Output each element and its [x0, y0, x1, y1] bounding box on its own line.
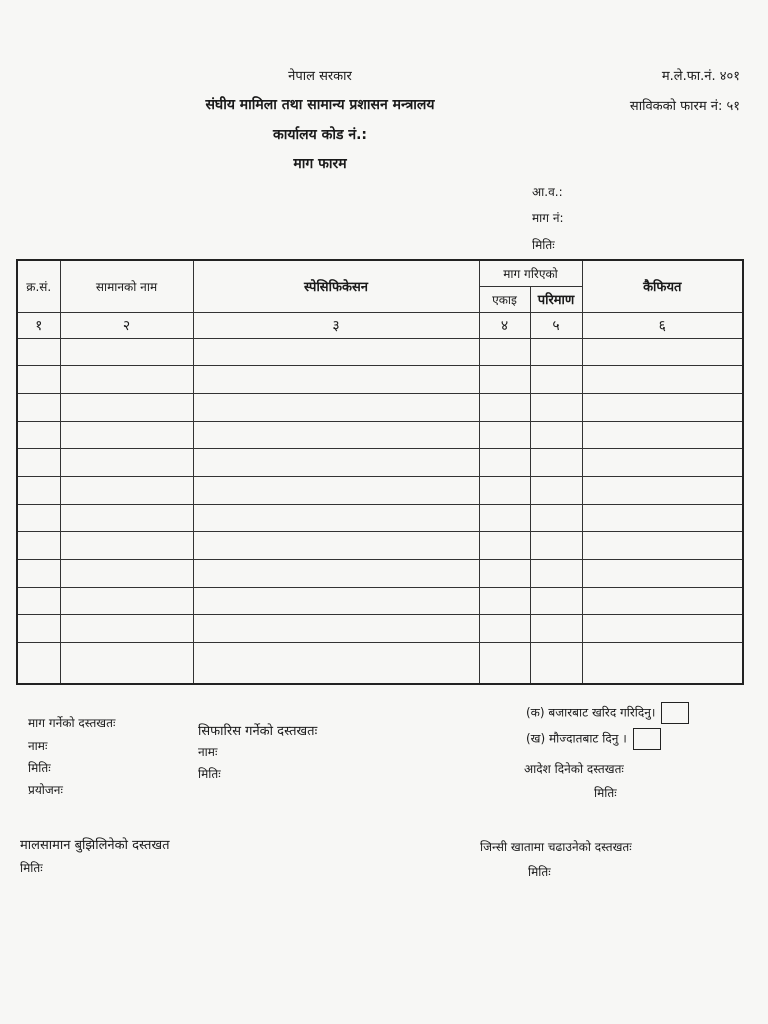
table-cell[interactable] [60, 421, 193, 449]
table-cell[interactable] [530, 338, 582, 366]
recommender-date-label: मितिः [198, 767, 221, 781]
table-cell[interactable] [530, 642, 582, 684]
table-cell[interactable] [479, 559, 530, 587]
table-cell[interactable] [479, 449, 530, 477]
table-cell[interactable] [479, 421, 530, 449]
table-cell[interactable] [193, 338, 479, 366]
header-quantity: परिमाण [530, 286, 582, 312]
order-signature-label: आदेश दिनेको दस्तखतः [524, 762, 624, 776]
column-number: ४ [479, 312, 530, 338]
table-cell[interactable] [193, 476, 479, 504]
table-cell[interactable] [582, 559, 743, 587]
table-cell[interactable] [530, 504, 582, 532]
table-cell[interactable] [60, 532, 193, 560]
header-unit: एकाइ [479, 286, 530, 312]
table-cell[interactable] [530, 587, 582, 615]
option-market-checkbox[interactable] [661, 702, 689, 724]
table-cell[interactable] [17, 532, 60, 560]
column-number: ५ [530, 312, 582, 338]
table-cell[interactable] [193, 421, 479, 449]
demand-number-label: माग नं: [532, 211, 564, 225]
table-cell[interactable] [17, 476, 60, 504]
table-cell[interactable] [60, 587, 193, 615]
option-market-row [526, 702, 689, 724]
table-cell[interactable] [479, 532, 530, 560]
table-cell[interactable] [17, 393, 60, 421]
table-cell[interactable] [193, 393, 479, 421]
table-cell[interactable] [479, 587, 530, 615]
form-title: माग फारम [293, 156, 347, 172]
demand-table [16, 259, 744, 685]
purpose-label: प्रयोजनः [28, 783, 63, 797]
column-number: ३ [193, 312, 479, 338]
option-stock-row [526, 728, 661, 750]
table-row [17, 476, 743, 504]
header-item-name: सामानको नाम [60, 260, 193, 312]
table-cell[interactable] [193, 615, 479, 643]
fiscal-year-label: आ.व.: [532, 185, 563, 199]
table-cell[interactable] [60, 393, 193, 421]
table-cell[interactable] [582, 587, 743, 615]
table-row [17, 504, 743, 532]
government-name: नेपाल सरकार [288, 69, 352, 84]
old-form-number: साविकको फारम नं: ५१ [629, 99, 740, 114]
table-cell[interactable] [530, 532, 582, 560]
ministry-name: संघीय मामिला तथा सामान्य प्रशासन मन्त्रालय [205, 97, 435, 113]
table-cell[interactable] [479, 393, 530, 421]
table-cell[interactable] [17, 642, 60, 684]
table-cell[interactable] [530, 449, 582, 477]
table-cell[interactable] [17, 504, 60, 532]
table-row [17, 366, 743, 394]
table-cell[interactable] [60, 615, 193, 643]
table-cell[interactable] [582, 532, 743, 560]
option-stock-label: (ख) मौज्दातबाट दिनु । [526, 731, 627, 746]
table-cell[interactable] [582, 449, 743, 477]
table-cell[interactable] [60, 338, 193, 366]
table-cell[interactable] [60, 559, 193, 587]
table-cell[interactable] [530, 476, 582, 504]
table-row [17, 587, 743, 615]
order-date-label: मितिः [594, 786, 617, 800]
table-row [17, 421, 743, 449]
table-cell[interactable] [479, 338, 530, 366]
table-row [17, 338, 743, 366]
table-cell[interactable] [17, 366, 60, 394]
column-number: २ [60, 312, 193, 338]
header-sn: क्र.सं. [17, 260, 60, 312]
table-cell[interactable] [17, 587, 60, 615]
table-cell[interactable] [479, 615, 530, 643]
table-row [17, 615, 743, 643]
table-cell[interactable] [479, 504, 530, 532]
table-row [17, 532, 743, 560]
table-cell[interactable] [17, 421, 60, 449]
header-specification: स्पेसिफिकेसन [193, 260, 479, 312]
table-row [17, 559, 743, 587]
form-number: म.ले.फा.नं. ४०१ [661, 69, 740, 84]
table-row [17, 449, 743, 477]
table-cell[interactable] [582, 504, 743, 532]
receiver-signature-label: मालसामान बुझिलिनेको दस्तखत [20, 838, 170, 853]
receiver-date-label: मितिः [20, 861, 43, 875]
table-cell[interactable] [193, 449, 479, 477]
option-stock-checkbox[interactable] [633, 728, 661, 750]
column-number: १ [17, 312, 60, 338]
option-market-label: (क) बजारबाट खरिद गरिदिनु। [526, 705, 656, 720]
table-cell[interactable] [60, 476, 193, 504]
table-cell[interactable] [582, 421, 743, 449]
table-cell[interactable] [17, 559, 60, 587]
table-cell[interactable] [193, 504, 479, 532]
table-cell[interactable] [479, 366, 530, 394]
ledger-signature-label: जिन्सी खातामा चढाउनेको दस्तखतः [480, 840, 632, 854]
table-cell[interactable] [582, 338, 743, 366]
requester-name-label: नामः [28, 739, 48, 753]
recommender-signature-label: सिफारिस गर्नेको दस्तखतः [198, 724, 318, 739]
table-cell[interactable] [582, 366, 743, 394]
table-cell[interactable] [479, 476, 530, 504]
table-cell[interactable] [530, 421, 582, 449]
table-cell[interactable] [479, 642, 530, 684]
requester-date-label: मितिः [28, 761, 51, 775]
table-cell[interactable] [530, 366, 582, 394]
table-row [17, 642, 743, 684]
table-cell[interactable] [17, 338, 60, 366]
table-cell[interactable] [60, 366, 193, 394]
table-cell[interactable] [193, 366, 479, 394]
table-cell[interactable] [60, 449, 193, 477]
column-number: ६ [582, 312, 743, 338]
header-demanded: माग गरिएको [479, 260, 582, 286]
table-cell[interactable] [193, 559, 479, 587]
table-cell[interactable] [582, 476, 743, 504]
table-cell[interactable] [582, 642, 743, 684]
table-cell[interactable] [60, 642, 193, 684]
date-label: मितिः [532, 238, 555, 252]
table-cell[interactable] [193, 587, 479, 615]
table-cell[interactable] [530, 393, 582, 421]
table-cell[interactable] [17, 615, 60, 643]
table-cell[interactable] [193, 642, 479, 684]
office-code-label: कार्यालय कोड नं.: [272, 127, 368, 143]
table-cell[interactable] [530, 559, 582, 587]
recommender-name-label: नामः [198, 745, 218, 759]
header-remarks: कैफियत [582, 260, 743, 312]
table-cell[interactable] [60, 504, 193, 532]
requester-signature-label: माग गर्नेको दस्तखतः [28, 716, 116, 730]
table-row [17, 393, 743, 421]
table-cell[interactable] [193, 532, 479, 560]
table-cell[interactable] [530, 615, 582, 643]
ledger-date-label: मितिः [528, 865, 551, 879]
table-cell[interactable] [17, 449, 60, 477]
table-cell[interactable] [582, 615, 743, 643]
table-cell[interactable] [582, 393, 743, 421]
